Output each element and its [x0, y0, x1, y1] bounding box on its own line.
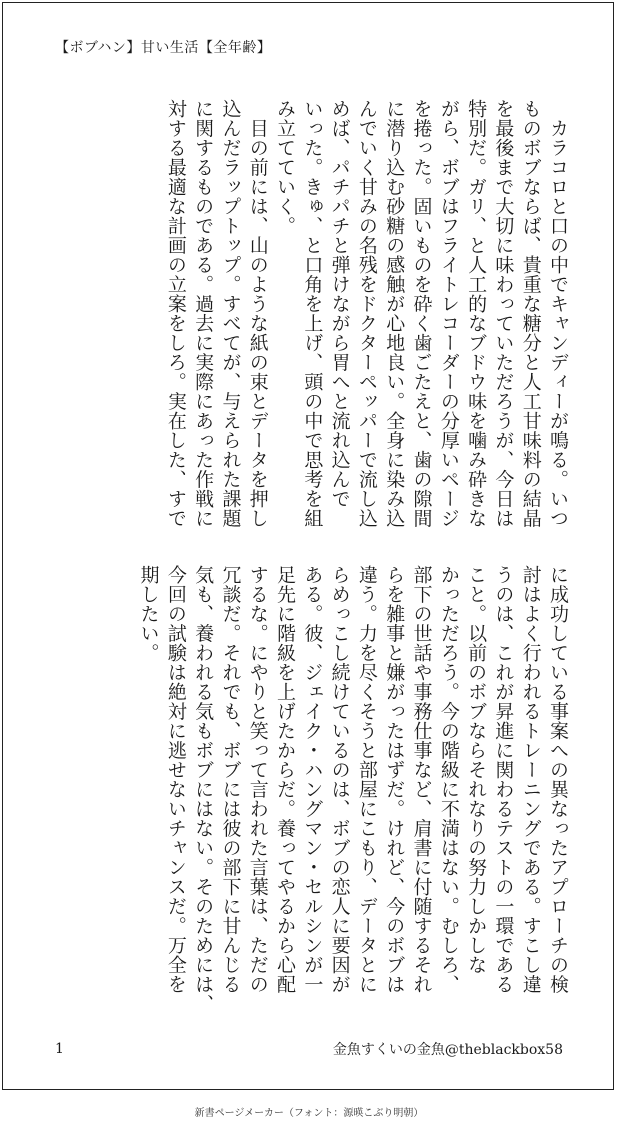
body-line: がら、ボブはフライトレコーダーの分厚いページ [437, 99, 460, 528]
body-line: 足先に階級を上げたからだ。養ってやるから心配 [274, 565, 297, 994]
page-number: 1 [55, 1041, 64, 1057]
body-line: するな。にやりと笑って言われた言葉は、ただの [246, 565, 269, 994]
page [2, 2, 614, 1090]
body-line: いった。きゅ、と口角を上げ、頭の中で思考を組 [301, 99, 324, 528]
body-line: み立てていく。 [274, 99, 297, 236]
body-line: 違う。力を尽くそうと部屋にこもり、データとに [355, 565, 378, 994]
body-line: 気も、養われる気もボブにはない。そのためには、 [192, 565, 215, 1014]
body-line: 冗談だ。それでも、ボブには彼の部下に甘んじる [219, 565, 242, 994]
body-line: 込んだラップトップ。すべてが、与えられた課題 [219, 99, 242, 528]
body-line: うのは、これが昇進に関わるテストの一環である [492, 565, 515, 994]
body-line: に潜り込む砂糖の感触が心地良い。全身に染み込 [383, 99, 406, 528]
body-text-column-1 [51, 99, 571, 539]
body-line: に成功している事案への異なったアプローチの検 [547, 565, 569, 994]
body-line: 対する最適な計画の立案をしろ。実在した、すで [164, 99, 187, 528]
body-line: 今回の試験は絶対に逃せないチャンスだ。万全を [164, 565, 187, 994]
body-line: 目の前には、山のような紙の束とデータを押し [246, 99, 269, 528]
body-line: ものボブならば、貴重な糖分と人工甘味料の結晶 [519, 99, 542, 528]
body-line: に関するものである。過去に実際にあった作戦に [192, 99, 215, 528]
author-credit: 金魚すくいの金魚@theblackbox58 [332, 1042, 563, 1058]
body-line: カラコロと口の中でキャンディーが鳴る。いつ [547, 99, 569, 528]
document-title: 【ボブハン】甘い生活【全年齢】 [55, 40, 272, 56]
body-line: ある。彼、ジェイク・ハングマン・セルシンが一 [301, 565, 324, 994]
body-line: 期したい。 [137, 565, 160, 663]
body-line: 部下の世話や事務仕事など、肩書に付随するそれ [410, 565, 433, 994]
generator-credit: 新書ページメーカー（フォント：源暎こぶり明朝） [194, 1108, 424, 1119]
body-line: を最後まで大切に味わっていただろうが、今日は [492, 99, 515, 528]
body-line: を捲った。固いものを砕く歯ごたえと、歯の隙間 [410, 99, 433, 528]
body-line: こと。以前のボブならそれなりの努力しかしな [465, 565, 488, 975]
body-text-column-2 [51, 565, 571, 1025]
body-line: らを雑事と嫌がったはずだ。けれど、今のボブは [383, 565, 406, 994]
body-line: らめっこし続けているのは、ボブの恋人に要因が [328, 565, 351, 994]
body-line: 討はよく行われるトレーニングである。すこし違 [519, 565, 542, 994]
body-line: んでいく甘みの名残をドクターペッパーで流し込 [355, 99, 378, 528]
body-line: めば、パチパチと弾けながら胃へと流れ込んで [328, 99, 351, 509]
body-line: 特別だ。ガリ、と人工的なブドウ味を噛み砕きな [465, 99, 488, 528]
body-line: かっただろう。今の階級に不満はない。むしろ、 [437, 565, 460, 994]
